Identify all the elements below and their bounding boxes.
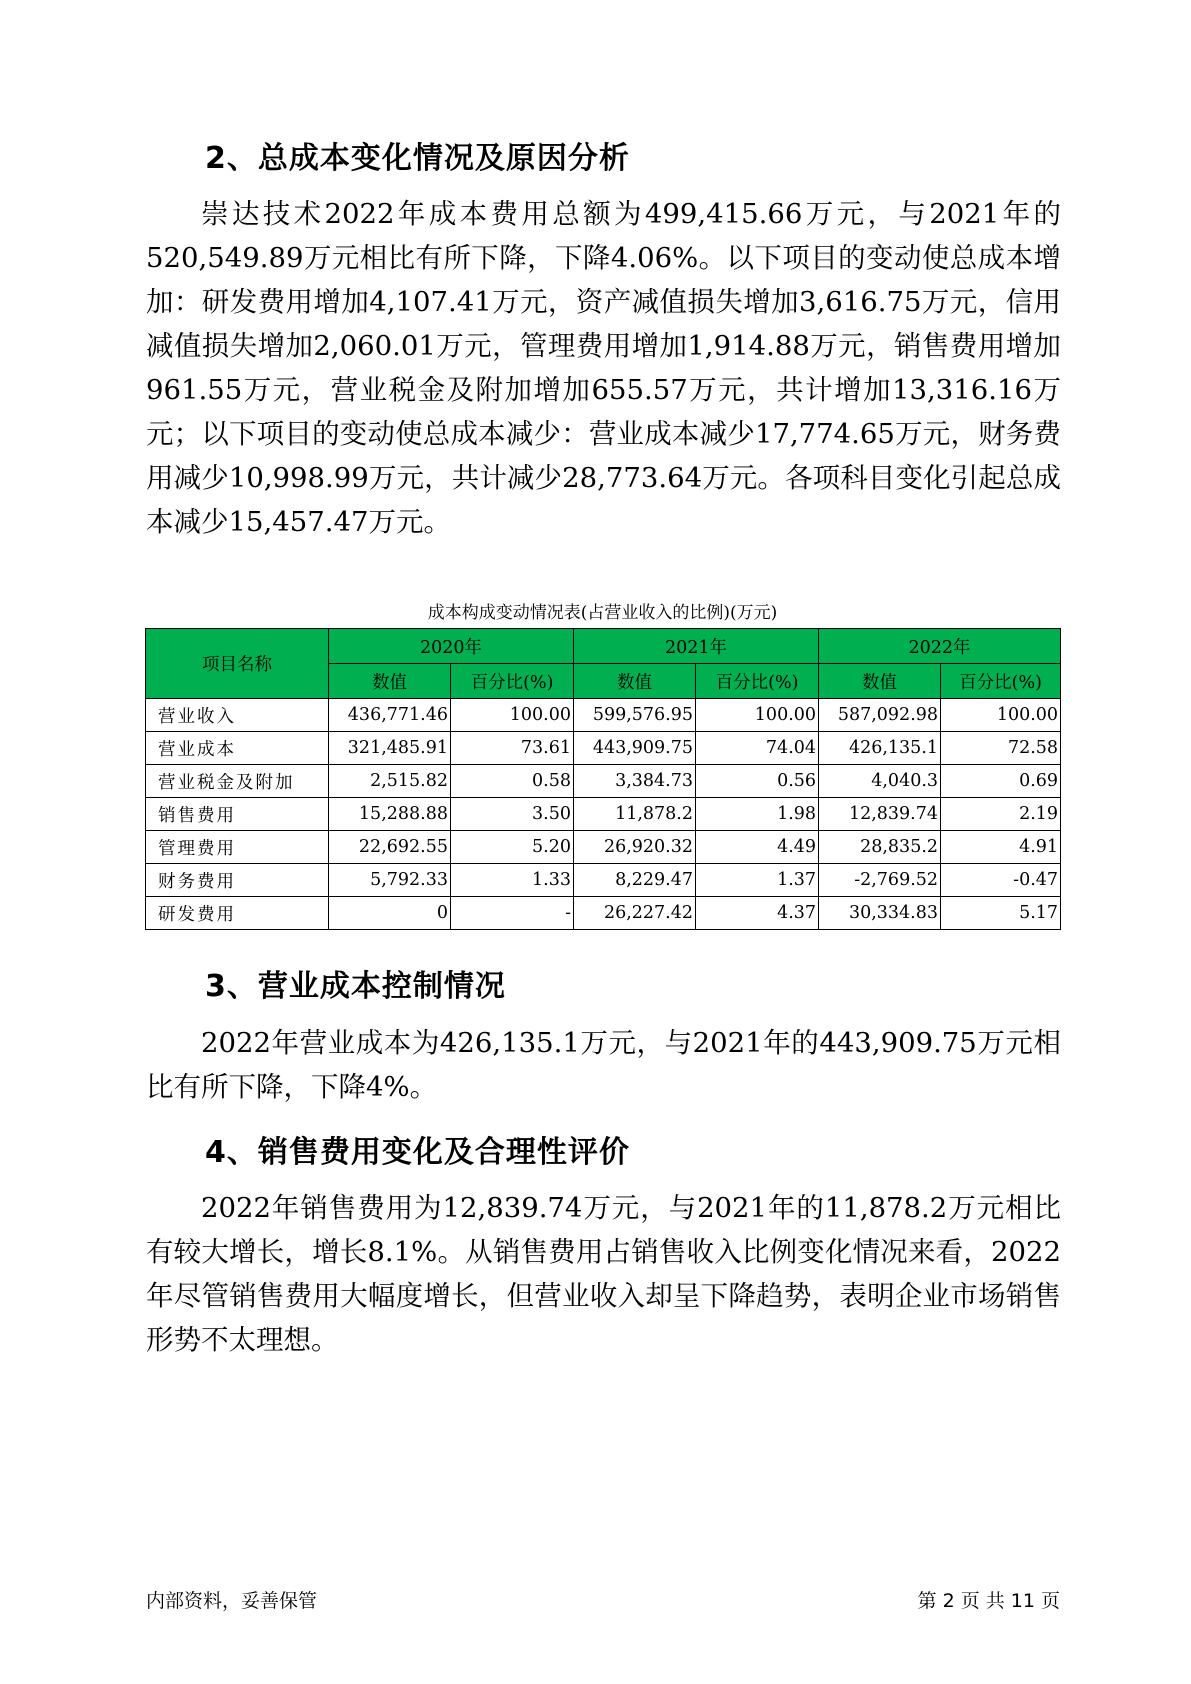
row-label: 营业税金及附加 (146, 765, 329, 798)
row-label: 管理费用 (146, 831, 329, 864)
section-heading-operating-cost: 3、营业成本控制情况 (205, 969, 506, 1004)
header-item-name: 项目名称 (146, 629, 329, 699)
row-label: 营业收入 (146, 699, 329, 732)
cell-percent: 5.17 (941, 897, 1061, 930)
cell-value: 587,092.98 (819, 699, 941, 732)
cell-percent: 100.00 (941, 699, 1061, 732)
cell-percent: 2.19 (941, 798, 1061, 831)
header-year-2021: 2021年 (574, 629, 819, 664)
table-row (146, 831, 1061, 864)
row-label: 销售费用 (146, 798, 329, 831)
cell-value: 0 (329, 897, 451, 930)
cell-value: 2,515.82 (329, 765, 451, 798)
cell-percent: 74.04 (696, 732, 819, 765)
table-row (146, 897, 1061, 930)
cell-value: 436,771.46 (329, 699, 451, 732)
cell-percent: 4.49 (696, 831, 819, 864)
table-row (146, 732, 1061, 765)
row-label: 研发费用 (146, 897, 329, 930)
table-caption: 成本构成变动情况表(占营业收入的比例)(万元) (427, 603, 778, 623)
row-label: 营业成本 (146, 732, 329, 765)
cell-percent: -0.47 (941, 864, 1061, 897)
cell-value: 15,288.88 (329, 798, 451, 831)
section-heading-total-cost: 2、总成本变化情况及原因分析 (205, 141, 630, 176)
cell-value: 26,920.32 (574, 831, 696, 864)
footer-confidential-note: 内部资料，妥善保管 (146, 1590, 318, 1612)
cell-value: 22,692.55 (329, 831, 451, 864)
cell-value: 5,792.33 (329, 864, 451, 897)
cell-percent: 1.37 (696, 864, 819, 897)
cell-percent: 100.00 (696, 699, 819, 732)
cell-value: 3,384.73 (574, 765, 696, 798)
cell-value: 443,909.75 (574, 732, 696, 765)
cell-percent: - (451, 897, 574, 930)
subheader-value: 数值 (819, 664, 941, 699)
cell-value: 321,485.91 (329, 732, 451, 765)
header-year-2022: 2022年 (819, 629, 1061, 664)
cell-percent: 0.58 (451, 765, 574, 798)
subheader-value: 数值 (574, 664, 696, 699)
footer-page-number: 第 2 页 共 11 页 (917, 1590, 1060, 1612)
cell-percent: 0.56 (696, 765, 819, 798)
cell-value: 426,135.1 (819, 732, 941, 765)
cell-percent: 0.69 (941, 765, 1061, 798)
row-label: 财务费用 (146, 864, 329, 897)
section-heading-sales-expense: 4、销售费用变化及合理性评价 (205, 1135, 630, 1170)
cell-value: 12,839.74 (819, 798, 941, 831)
cell-value: 4,040.3 (819, 765, 941, 798)
cell-percent: 5.20 (451, 831, 574, 864)
header-year-2020: 2020年 (329, 629, 574, 664)
cell-value: 11,878.2 (574, 798, 696, 831)
cell-percent: 4.91 (941, 831, 1061, 864)
cell-value: 30,334.83 (819, 897, 941, 930)
cell-value: -2,769.52 (819, 864, 941, 897)
cell-percent: 1.98 (696, 798, 819, 831)
cell-value: 28,835.2 (819, 831, 941, 864)
subheader-percent: 百分比(%) (451, 664, 574, 699)
cell-percent: 100.00 (451, 699, 574, 732)
table-row (146, 699, 1061, 732)
cell-percent: 4.37 (696, 897, 819, 930)
table-row (146, 798, 1061, 831)
cost-structure-table (145, 628, 1061, 930)
cell-value: 599,576.95 (574, 699, 696, 732)
subheader-value: 数值 (329, 664, 451, 699)
cell-percent: 1.33 (451, 864, 574, 897)
section-paragraph-sales-expense: 2022年销售费用为12,839.74万元，与2021年的11,878.2万元相比有较大增长，增长8.1%。从销售费用占销售收入比例变化情况来看，2022年尽管销售费用大幅度增长，但营业收入却呈下降趋势，表明企业市场销售形势不太理想。 (146, 1192, 1061, 1356)
cell-percent: 73.61 (451, 732, 574, 765)
subheader-percent: 百分比(%) (696, 664, 819, 699)
section-paragraph-operating-cost: 2022年营业成本为426,135.1万元，与2021年的443,909.75万元相比有所下降，下降4%。 (146, 1027, 1061, 1103)
cell-percent: 72.58 (941, 732, 1061, 765)
table-row (146, 765, 1061, 798)
table-row (146, 864, 1061, 897)
cell-value: 8,229.47 (574, 864, 696, 897)
subheader-percent: 百分比(%) (941, 664, 1061, 699)
cell-value: 26,227.42 (574, 897, 696, 930)
table-header-row-years (146, 629, 1061, 664)
cell-percent: 3.50 (451, 798, 574, 831)
section-paragraph-total-cost: 崇达技术2022年成本费用总额为499,415.66万元，与2021年的520,549.89万元相比有所下降，下降4.06%。以下项目的变动使总成本增加：研发费用增加4,107.41万元，资产减值损失增加3,616.75万元，信用减值损失增加2,060.01万元，管理费用增加1,914.88万元，销售费用增加961.55万元，营业税金及附加增加655.57万元，共计增加13,316.16万元；以下项目的变动使总成本减少：营业成本减少17,774.65万元，财务费用减少10,998.99万元，共计减少28,773.64万元。各项科目变化引起总成本减少15,457.47万元。 (146, 198, 1061, 538)
